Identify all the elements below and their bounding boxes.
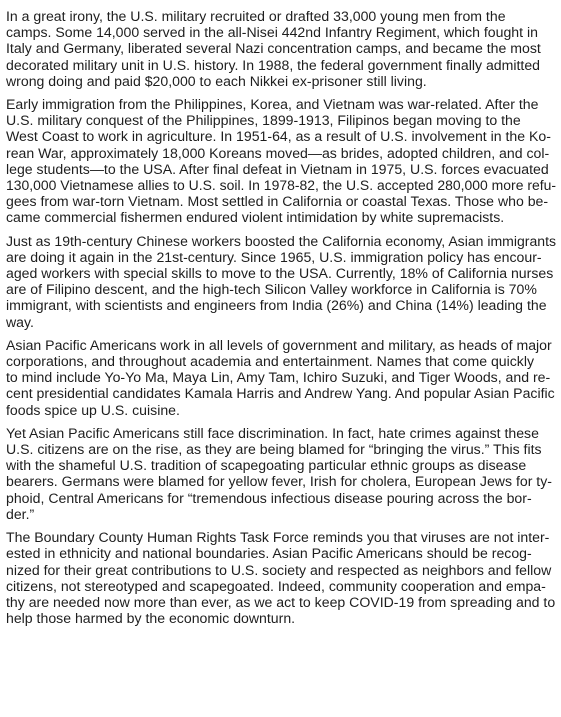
text-line: Yet Asian Pacific Americans still face discrimination. In fact, hate crimes against these (6, 424, 539, 441)
text-line: nized for their great contributions to U.S. society and respected as neighbors and fellow (6, 561, 552, 578)
text-line: U.S. military conquest of the Philippines, 1899-1913, Filipinos began moving to the (6, 112, 521, 129)
text-line: citizens, not stereotyped and scapegoated. Indeed, community cooperation and empa- (6, 577, 546, 594)
text-line: to mind include Yo-Yo Ma, Maya Lin, Amy Tam, Ichiro Suzuki, and Tiger Woods, and re- (6, 369, 551, 386)
paragraph-442nd-regiment (6, 8, 556, 89)
text-line: The Boundary County Human Rights Task Force reminds you that viruses are not inter- (6, 529, 550, 546)
paragraph-discrimination (6, 425, 556, 522)
text-line: way. (6, 313, 34, 330)
text-line: cent presidential candidates Kamala Harris and Andrew Yang. And popular Asian Pacific (6, 385, 555, 402)
text-line: 130,000 Vietnamese allies to U.S. soil. In 1978-82, the U.S. accepted 280,000 more refu- (6, 177, 556, 194)
text-line: corporations, and throughout academia and entertainment. Names that come quickly (6, 353, 535, 370)
text-line: der.” (6, 505, 35, 522)
text-line: are of Filipino descent, and the high-tech Silicon Valley workforce in California is 70% (6, 281, 537, 298)
text-line: wrong doing and paid $20,000 to each Nikkei ex-prisoner still living. (6, 72, 427, 89)
text-line: Just as 19th-century Chinese workers boosted the California economy, Asian immigrants (6, 232, 557, 249)
text-line: U.S. citizens are on the rise, as they are being blamed for “bringing the virus.” This fits (6, 441, 542, 458)
text-line: foods spice up U.S. cuisine. (6, 401, 180, 418)
text-line: rean War, approximately 18,000 Koreans moved—as brides, adopted children, and col- (6, 144, 550, 161)
text-line: came commercial fishermen endured violent intimidation by white supremacists. (6, 209, 505, 226)
text-line: are doing it again in the 21st-century. Since 1965, U.S. immigration policy has encour- (6, 248, 542, 265)
text-line: Asian Pacific Americans work in all levels of government and military, as heads of major (6, 336, 552, 353)
paragraph-early-immigration (6, 96, 556, 226)
text-line: West Coast to work in agriculture. In 1951-64, as a result of U.S. involvement in the Ko- (6, 128, 551, 145)
text-line: thy are needed now more than ever, as we act to keep COVID-19 from spreading and to (6, 593, 556, 610)
text-line: aged workers with special skills to move to the USA. Currently, 18% of California nurses (6, 265, 554, 282)
text-line: immigrant, with scientists and engineers from India (26%) and China (14%) leading the (6, 297, 547, 314)
paragraph-economy (6, 233, 556, 330)
text-line: bearers. Germans were blamed for yellow fever, Irish for cholera, European Jews for ty- (6, 473, 552, 490)
text-line: gees from war-torn Vietnam. Most settled in California or coastal Texas. Those who be- (6, 193, 549, 210)
text-line: help those harmed by the economic downturn. (6, 610, 296, 627)
text-line: camps. Some 14,000 served in the all-Nisei 442nd Infantry Regiment, which fought in (6, 24, 538, 41)
paragraph-notable-americans (6, 337, 556, 418)
text-line: lege students—to the USA. After final defeat in Vietnam in 1975, U.S. forces evacuated (6, 160, 549, 177)
text-line: In a great irony, the U.S. military recruited or drafted 33,000 young men from the (6, 8, 506, 24)
text-line: Early immigration from the Philippines, Korea, and Vietnam was war-related. After the (6, 96, 539, 113)
text-line: with the shameful U.S. tradition of scapegoating particular ethnic groups as disease (6, 457, 527, 474)
text-line: phoid, Central Americans for “tremendous infectious disease pouring across the bor- (6, 489, 532, 506)
text-line: decorated military unit in U.S. history. In 1988, the federal government finally admitted (6, 56, 541, 73)
text-line: Italy and Germany, liberated several Nazi concentration camps, and became the most (6, 40, 541, 57)
paragraph-task-force (6, 529, 556, 626)
text-line: ested in ethnicity and national boundaries. Asian Pacific Americans should be recog- (6, 545, 532, 562)
